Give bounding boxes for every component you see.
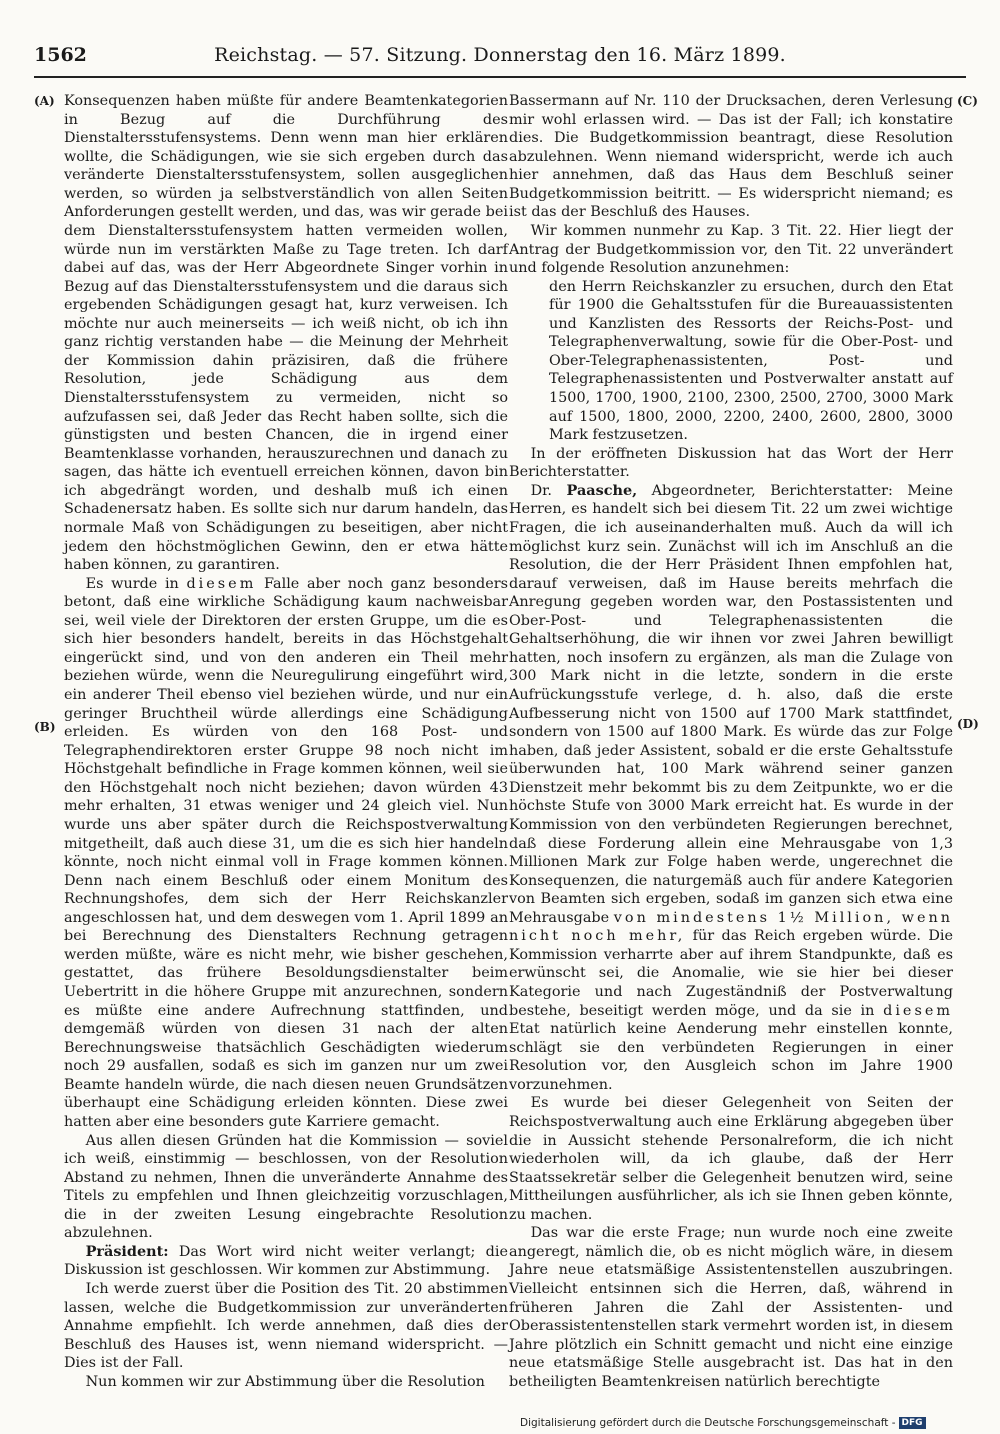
left-column (64, 92, 508, 1391)
margin-marker-d: (D) (957, 717, 979, 731)
header-rule (34, 76, 966, 78)
paragraph: Nun kommen wir zur Abstimmung über die Resolution (85, 1373, 485, 1390)
paragraph: Konsequenzen haben müßte für andere Beamtenkategorien in Bezug auf die Durchführung des Dienstaltersstufensystems. Denn wenn man hier erklären wollte, die Schädigungen, wie sie sich ergeben durch das veränderte Dienstaltersstufensystem, sollen ausgeglichen werden, so würden ja selbstverständlich von allen Seiten Anforderungen gestellt werden, und das, was wir gerade bei dem Dienstaltersstufensystem hatten vermeiden wollen, würde nun im verstärkten Maße zu Tage treten. Ich darf dabei auf das, was der Herr Abgeordnete Singer vorhin in Bezug auf das Dienstaltersstufensystem und die daraus sich ergebenden Schädigungen gesagt hat, kurz verweisen. Ich möchte nur auch meinerseits — ich weiß nicht, ob ich ihn ganz richtig verstanden habe — die Meinung der Mehrheit der Kommission dahin präzisiren, daß die frühere Resolution, jede Schädigung aus dem Dienstaltersstufensystem zu vermeiden, nicht so aufzufassen sei, daß Jeder das Recht haben sollte, sich die günstigsten und besten Chancen, die in irgend einer Beamtenklasse vorhanden, herauszurechnen und danach zu sagen, das hätte ich eventuell erreichen können, davon bin ich abgedrängt worden, und deshalb muß ich einen Schadenersatz haben. Es sollte sich nur darum handeln, das normale Maß von Schädigungen zu beseitigen, aber nicht jedem den höchstmöglichen Gewinn, den er etwa hätte haben können, zu garantiren. (64, 93, 508, 574)
speaker-name: Präsident: (85, 1242, 169, 1260)
text-run: Es wurde in (85, 575, 179, 592)
text-run: Dr. (530, 482, 553, 499)
paragraph: In der eröffneten Diskussion hat das Wort der Herr Berichterstatter. (509, 445, 953, 481)
paragraph (64, 1243, 508, 1280)
margin-marker-c: (C) (957, 94, 978, 108)
paragraph: Das war die erste Frage; nun wurde noch eine zweite angeregt, nämlich die, ob es nicht möglich wäre, in diesem Jahre neue etatsmäßige Assistentenstellen auszubringen. Vielleicht entsinnen sich die Herren, daß, während in früheren Jahren die Zahl der Assistenten- und Oberassistentenstellen stark vermehrt worden ist, in diesem Jahre plötzlich ein Schnitt gemacht und nicht eine einzige neue etatsmäßige Stelle ausgebracht ist. Das hat in den betheiligten Beamtenkreisen natürlich berechtigte (509, 1225, 953, 1390)
text-run: Etat natürlich keine Aenderung mehr einstellen konnte, schlägt sie den verbündeten Regierungen in einer Resolution vor, den Ausgleich schon im Jahre 1900 vorzunehmen. (509, 1021, 953, 1093)
paragraph: Wir kommen nunmehr zu Kap. 3 Tit. 22. Hier liegt der Antrag der Budgetkommission vor, den Tit. 22 unverändert und folgende Resolution anzunehmen: (509, 222, 953, 277)
right-column (509, 92, 953, 1391)
text-run: Das Wort wird nicht weiter verlangt; die Diskussion ist geschlossen. Wir kommen zur Abstimmung. (64, 1243, 508, 1279)
paragraph (509, 482, 953, 1095)
text-run: Falle aber noch ganz besonders betont, daß eine wirkliche Schädigung kaum nachweisbar sei, weil viele der Direktoren der ersten Gruppe, um die es sich hier besonders handelt, bereits in das Höchstgehalt eingerückt sind, und von den anderen ein Theil mehr beziehen würde, wenn die Neuregulirung eingeführt wird, ein anderer Theil ebenso viel beziehen würde, und nur ein geringer Bruchtheil würde allerdings eine Schädigung erleiden. Es würden von den 168 Post- und Telegraphendirektoren erster Gruppe 98 noch nicht im Höchstgehalt befindliche in Frage kommen können, weil sie den Höchstgehalt noch nicht beziehen; davon würden 43 mehr erhalten, 31 etwas weniger und 24 gleich viel. Nun wurde uns aber später durch die Reichspostverwaltung mitgetheilt, daß auch diese 31, um die es sich hier handeln könnte, noch nicht einmal voll in Frage kommen können. Denn nach einem Beschluß oder einem Monitum des Rechnungshofes, dem sich der Herr Reichskanzler angeschlossen hat, und dem deswegen vom 1. April 1899 an bei Berechnung des Dienstalters Rechnung getragen werden müßte, wäre es nicht mehr, wie bisher geschehen, gestattet, das frühere Besoldungsdienstalter beim Uebertritt in die höhere Gruppe mit anzurechnen, sondern es müßte eine andere Aufrechnung stattfinden, und demgemäß würden von diesen 31 nach der alten Berechnungsweise thatsächlich Geschädigten wiederum noch 29 ausfallen, sodaß es sich im ganzen nur um zwei Beamte handeln würde, die nach diesen neuen Grundsätzen überhaupt eine Schädigung erleiden könnten. Diese zwei hatten aber eine besonders gute Karriere gemacht. (64, 575, 508, 1130)
page-header (34, 44, 966, 72)
paragraph: Ich werde zuerst über die Position des Tit. 20 abstimmen lassen, welche die Budgetkommission zur unveränderten Annahme empfiehlt. Ich werde annehmen, daß dies der Beschluß des Hauses ist, wenn niemand widerspricht. — Dies ist der Fall. (64, 1281, 508, 1372)
running-title: Reichstag. — 57. Sitzung. Donnerstag den 16. März 1899. (214, 44, 786, 66)
spaced-emphasis: diesem (883, 1002, 953, 1019)
paragraph: Es wurde bei dieser Gelegenheit von Seiten der Reichspostverwaltung auch eine Erklärung abgegeben über die in Aussicht stehende Personalreform, die ich nicht wiederholen will, da ich glaube, daß der Herr Staatssekretär selber die Gelegenheit benutzen wird, seine Mittheilungen ausführlicher, als ich sie Ihnen geben könnte, zu machen. (509, 1095, 953, 1223)
text-run: für das Reich ergeben würde. Die Kommission verharrte aber auf ihrem Standpunkte, daß es erwünscht sei, die Anomalie, wie sie hier bei dieser Kategorie und nach Zugeständniß der Postverwaltung bestehe, beseitigt werden möge, und da sie in (509, 928, 953, 1019)
text-run: Abgeordneter, Berichterstatter: Meine Herren, es handelt sich bei diesem Tit. 22 um zwei wichtige Fragen, die ich auseinanderhalten muß. Auch da will ich möglichst kurz sein. Zunächst will ich im Anschluß an die Resolution, die der Herr Präsident Ihnen empfohlen hat, darauf verweisen, daß im Hause bereits mehrfach die Anregung gegeben worden war, den Postassistenten und Ober-Post- und Telegraphenassistenten die Gehaltserhöhung, die wir ihnen vor zwei Jahren bewilligt hatten, noch insofern zu ergänzen, als man die Zulage von 300 Mark nicht in die letzte, sondern in die erste Aufrückungsstufe verlege, d. h. also, daß die erste Aufbesserung nicht von 1500 auf 1700 Mark stattfindet, sondern von 1500 auf 1800 Mark. Es würde das zur Folge haben, daß jeder Assistent, sobald er die erste Gehaltsstufe überwunden hat, 100 Mark während seiner ganzen Dienstzeit mehr bekommt bis zu dem Zeitpunkte, wo er die höchste Stufe von 3000 Mark erreicht hat. Es wurde in der Kommission von den verbündeten Regierungen berechnet, daß diese Forderung allein eine Mehrausgabe von 1,3 Millionen Mark zur Folge haben werde, ungerechnet die Konsequenzen, die naturgemäß auch für andere Kategorien von Beamten sich ergeben, sodaß im ganzen sich etwa eine Mehrausgabe (509, 482, 954, 926)
page-number: 1562 (34, 44, 87, 66)
paragraph: Bassermann auf Nr. 110 der Drucksachen, deren Verlesung mir wohl erlassen wird. — Das ist der Fall; ich konstatire dies. Die Budgetkommission beantragt, diese Resolution abzulehnen. Wenn niemand widerspricht, werde ich auch hier annehmen, daß das Haus dem Beschluß seiner Budgetkommission beitritt. — Es widerspricht niemand; es ist das der Beschluß des Hauses. (509, 93, 953, 221)
margin-marker-b: (B) (34, 720, 56, 734)
spaced-emphasis: von mindestens 1½ Million, wenn nicht noch mehr, (509, 909, 953, 945)
resolution-quote: den Herrn Reichskanzler zu ersuchen, durch den Etat für 1900 die Gehaltsstufen für die Bureauassistenten und Kanzlisten des Ressorts der Reichs-Post- und Telegraphenverwaltung, sowie für die Ober-Post- und Ober-Telegraphenassistenten, Post- und Telegraphenassistenten und Postverwalter anstatt auf 1500, 1700, 1900, 2100, 2300, 2500, 2700, 3000 Mark auf 1500, 1800, 2000, 2200, 2400, 2600, 2800, 3000 Mark festzusetzen. (549, 278, 953, 444)
dfg-logo: DFG (899, 1417, 926, 1429)
paragraph: Aus allen diesen Gründen hat die Kommission — soviel ich weiß, einstimmig — beschlossen, von der Resolution Abstand zu nehmen, Ihnen die unveränderte Annahme des Titels zu empfehlen und Ihnen gleichzeitig vorzuschlagen, die in der zweiten Lesung eingebrachte Resolution abzulehnen. (64, 1132, 508, 1242)
speaker-name: Paasche, (566, 481, 638, 499)
margin-marker-a: (A) (34, 94, 55, 108)
footer-text: Digitalisierung gefördert durch die Deutsche Forschungsgemeinschaft - (520, 1417, 896, 1429)
digitization-footer (520, 1417, 926, 1429)
spaced-emphasis: diesem (186, 575, 257, 592)
paragraph (64, 575, 508, 1132)
